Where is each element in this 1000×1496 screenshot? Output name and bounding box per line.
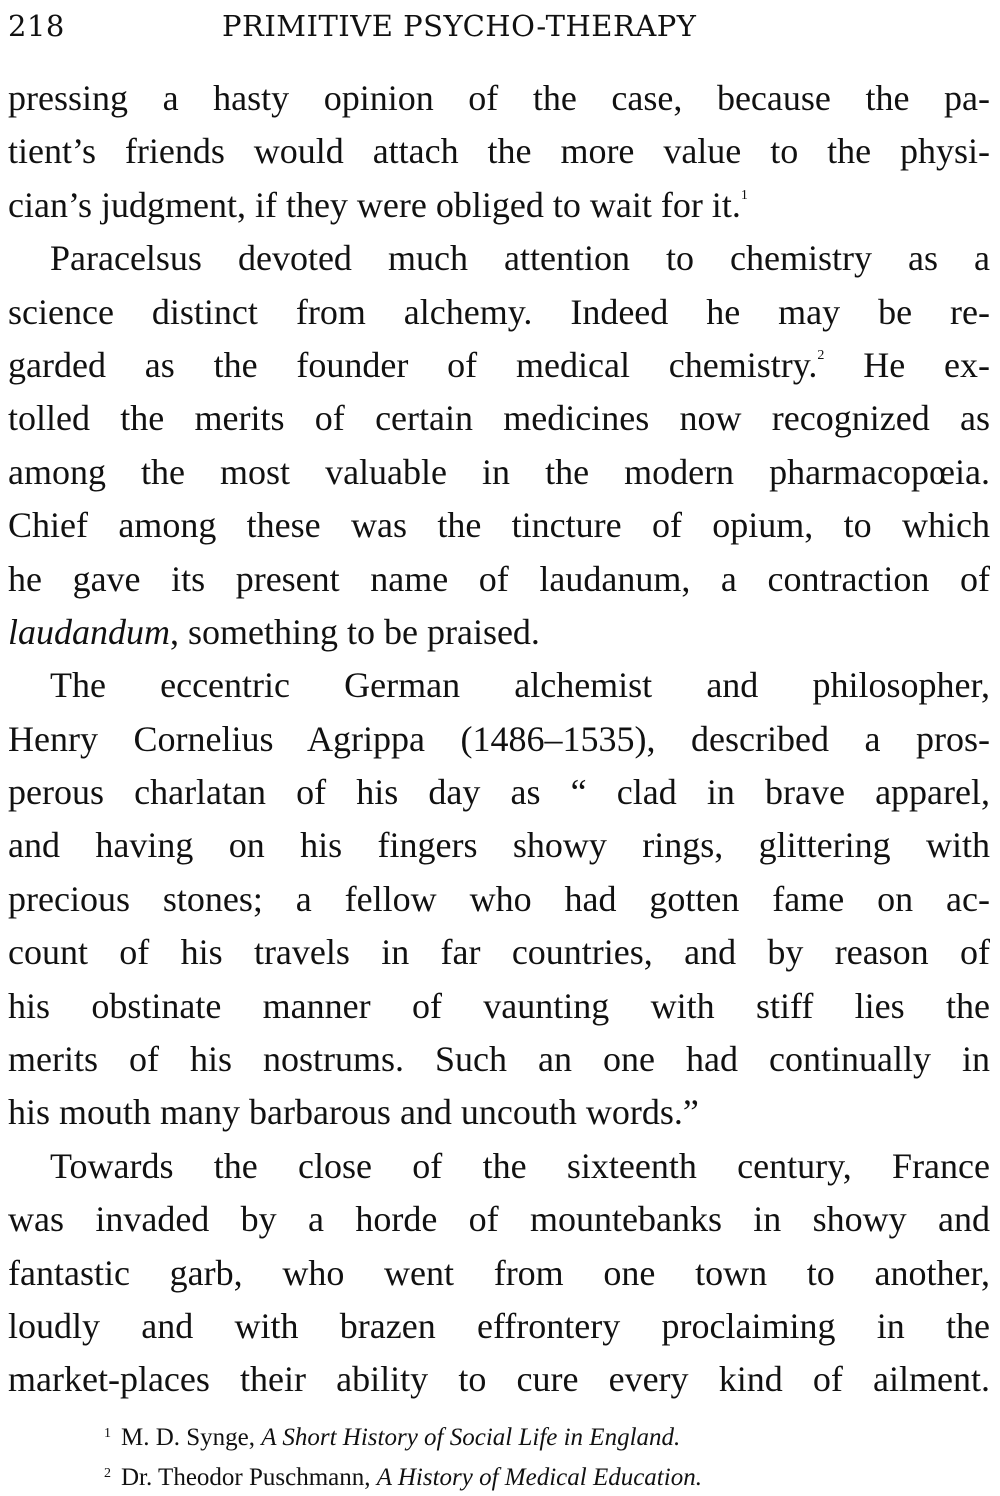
page-number: 218 bbox=[8, 9, 65, 43]
text-line: count of his travels in far countries, and by reason of bbox=[8, 932, 990, 973]
text-line bbox=[8, 179, 990, 232]
text-line: Chief among these was the tincture of opium, to which bbox=[8, 505, 990, 546]
text-line: Henry Cornelius Agrippa (1486–1535), described a pros- bbox=[8, 718, 990, 759]
italic-term: laudandum bbox=[8, 611, 170, 652]
footnote-mark: 2 bbox=[104, 1466, 111, 1481]
text-line: his mouth many barbarous and uncouth words.” bbox=[8, 1092, 699, 1133]
footnote-title: A Short History of Social Life in England. bbox=[261, 1424, 681, 1451]
text-line bbox=[8, 606, 990, 659]
body-text bbox=[8, 72, 990, 1407]
text-line: tient’s friends would attach the more value to the physi- bbox=[8, 131, 990, 172]
footnote-author: M. D. Synge, bbox=[121, 1424, 262, 1451]
text-segment: cian’s judgment, if they were obliged to wait for it. bbox=[8, 184, 741, 225]
running-head bbox=[8, 4, 992, 48]
footnote-author: Dr. Theodor Puschmann, bbox=[121, 1464, 377, 1491]
text-segment: , something to be praised. bbox=[170, 611, 540, 652]
text-line: he gave its present name of laudanum, a contraction of bbox=[8, 558, 990, 599]
footnote-title: A History of Medical Education. bbox=[376, 1464, 702, 1491]
text-line: pressing a hasty opinion of the case, because the pa- bbox=[8, 78, 990, 118]
text-line: his obstinate manner of vaunting with stiff lies the bbox=[8, 985, 990, 1026]
text-line: perous charlatan of his day as “ clad in brave apparel, bbox=[8, 772, 990, 813]
text-segment: garded as the founder of medical chemistry. bbox=[8, 344, 818, 385]
footnote-ref: 1 bbox=[740, 187, 748, 203]
text-line: science distinct from alchemy. Indeed he may be re- bbox=[8, 291, 990, 332]
text-line: Paracelsus devoted much attention to chemistry as a bbox=[50, 238, 990, 279]
text-segment: He ex- bbox=[824, 344, 990, 385]
text-line: loudly and with brazen effrontery proclaiming in the bbox=[8, 1305, 990, 1346]
footnotes bbox=[104, 1416, 984, 1496]
running-title: PRIMITIVE PSYCHO-THERAPY bbox=[222, 9, 697, 43]
text-line: among the most valuable in the modern pharmacopœia. bbox=[8, 451, 990, 492]
text-line: and having on his fingers showy rings, glittering with bbox=[8, 825, 990, 866]
text-line: The eccentric German alchemist and philosopher, bbox=[50, 665, 990, 706]
footnote-ref: 2 bbox=[817, 347, 825, 363]
footnote-mark: 1 bbox=[104, 1426, 111, 1441]
footnote bbox=[104, 1416, 984, 1456]
text-line: tolled the merits of certain medicines now recognized as bbox=[8, 398, 990, 439]
text-line: merits of his nostrums. Such an one had continually in bbox=[8, 1039, 990, 1080]
text-line: market-places their ability to cure every kind of ailment. bbox=[8, 1359, 990, 1400]
text-line: precious stones; a fellow who had gotten fame on ac- bbox=[8, 878, 990, 919]
footnote bbox=[104, 1456, 984, 1496]
text-line: was invaded by a horde of mountebanks in showy and bbox=[8, 1199, 990, 1240]
text-line: fantastic garb, who went from one town to another, bbox=[8, 1252, 990, 1293]
text-line: Towards the close of the sixteenth century, France bbox=[50, 1145, 990, 1186]
text-line bbox=[8, 339, 990, 392]
